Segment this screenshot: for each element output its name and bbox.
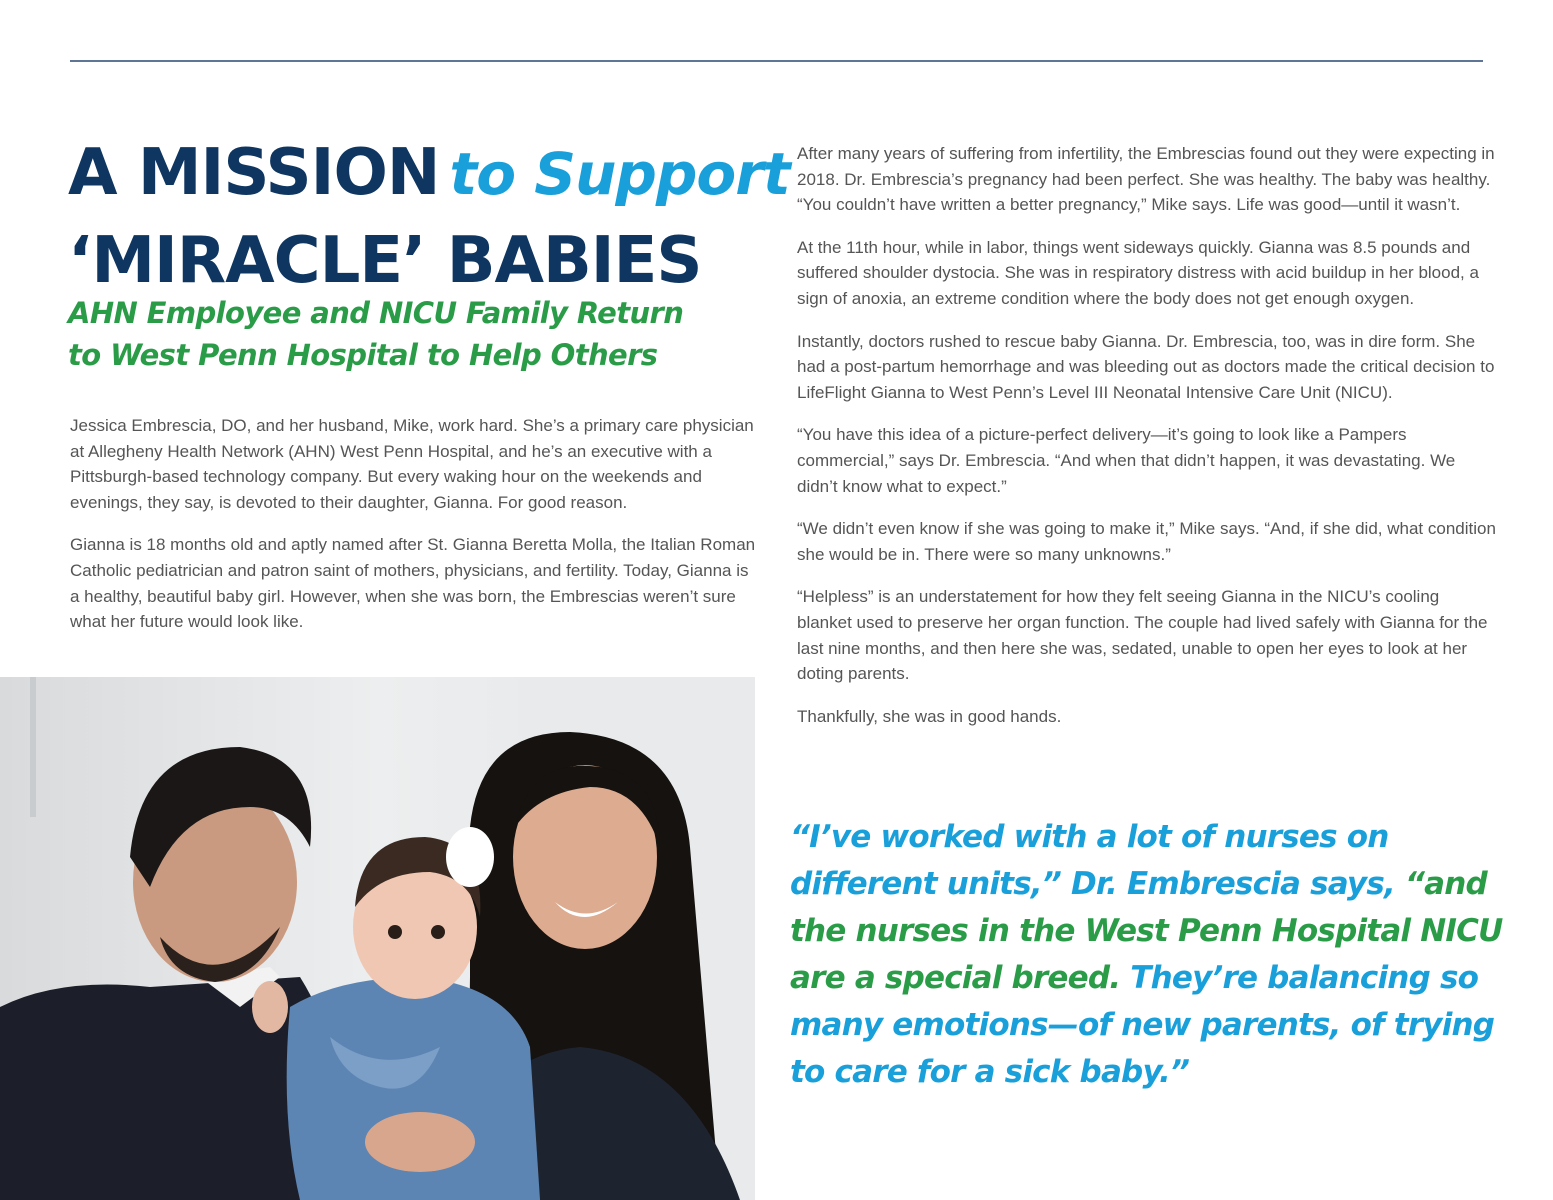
left-text-column [70,413,760,652]
title-part-babies: ‘MIRACLE’ BABIES [68,224,702,298]
top-rule [70,60,1483,62]
family-photo [0,677,755,1200]
body-paragraph: “You have this idea of a picture-perfect delivery—it’s going to look like a Pampers commercial,” says Dr. Embrescia. “And when that didn’t happen, it was devastating. We didn’t know what to expect.” [797,425,1456,496]
pull-quote [790,814,1530,1096]
body-paragraph: At the 11th hour, while in labor, things went sideways quickly. Gianna was 8.5 pounds and suffered shoulder dystocia. She was in respiratory distress with acid buildup in her blood, a sign of anoxia, an extreme condition where the body does not get enough oxygen. [797,237,1479,308]
title-part-mission: A MISSION [68,136,440,210]
right-text-column [797,141,1497,746]
body-paragraph: Thankfully, she was in good hands. [797,706,1062,726]
body-paragraph: “Helpless” is an understatement for how they felt seeing Gianna in the NICU’s cooling blanket used to preserve her organ function. The couple had lived safely with Gianna for the last nine months, and then here she was, sedated, unable to open her eyes to look at her doting parents. [797,587,1488,684]
body-paragraph: “We didn’t even know if she was going to make it,” Mike says. “And, if she did, what condition she would be in. There were so many unknowns.” [797,519,1496,564]
body-paragraph: Gianna is 18 months old and aptly named after St. Gianna Beretta Molla, the Italian Roman Catholic pediatrician and patron saint of mothers, physicians, and fertility. Today, Gianna is a healthy, beautiful baby girl. However, when she was born, the Embrescias weren’t sure what her future would look like. [70,535,756,632]
pull-quote-part-3: They’re balancing so many emotions—of new parents, of trying to care for a sick baby.” [790,960,1495,1090]
article-subtitle [68,292,683,376]
body-paragraph: After many years of suffering from infertility, the Embrescias found out they were expecting in 2018. Dr. Embrescia’s pregnancy had been perfect. She was healthy. The baby was healthy. “You couldn’t have written a better pregnancy,” Mike says. Life was good—until it wasn’t. [797,144,1495,215]
article-title [68,134,790,310]
pull-quote-part-2: “and the nurses in the West Penn Hospital NICU are a special breed. [790,866,1503,996]
pull-quote-part-1: “I’ve worked with a lot of nurses on different units,” Dr. Embrescia says, [790,819,1395,902]
body-paragraph: Instantly, doctors rushed to rescue baby Gianna. Dr. Embrescia, too, was in dire form. She had a post-partum hemorrhage and was bleeding out as doctors made the critical decision to LifeFlight Gianna to West Penn’s Level III Neonatal Intensive Care Unit (NICU). [797,331,1495,402]
subtitle-line-2: to West Penn Hospital to Help Others [68,338,658,372]
title-part-support: to Support [449,140,790,208]
subtitle-line-1: AHN Employee and NICU Family Return [68,296,684,330]
body-paragraph: Jessica Embrescia, DO, and her husband, Mike, work hard. She’s a primary care physician at Allegheny Health Network (AHN) West Penn Hospital, and he’s an executive with a Pittsburgh-based technology company. But every waking hour on the weekends and evenings, they say, is devoted to their daughter, Gianna. For good reason. [70,416,754,512]
